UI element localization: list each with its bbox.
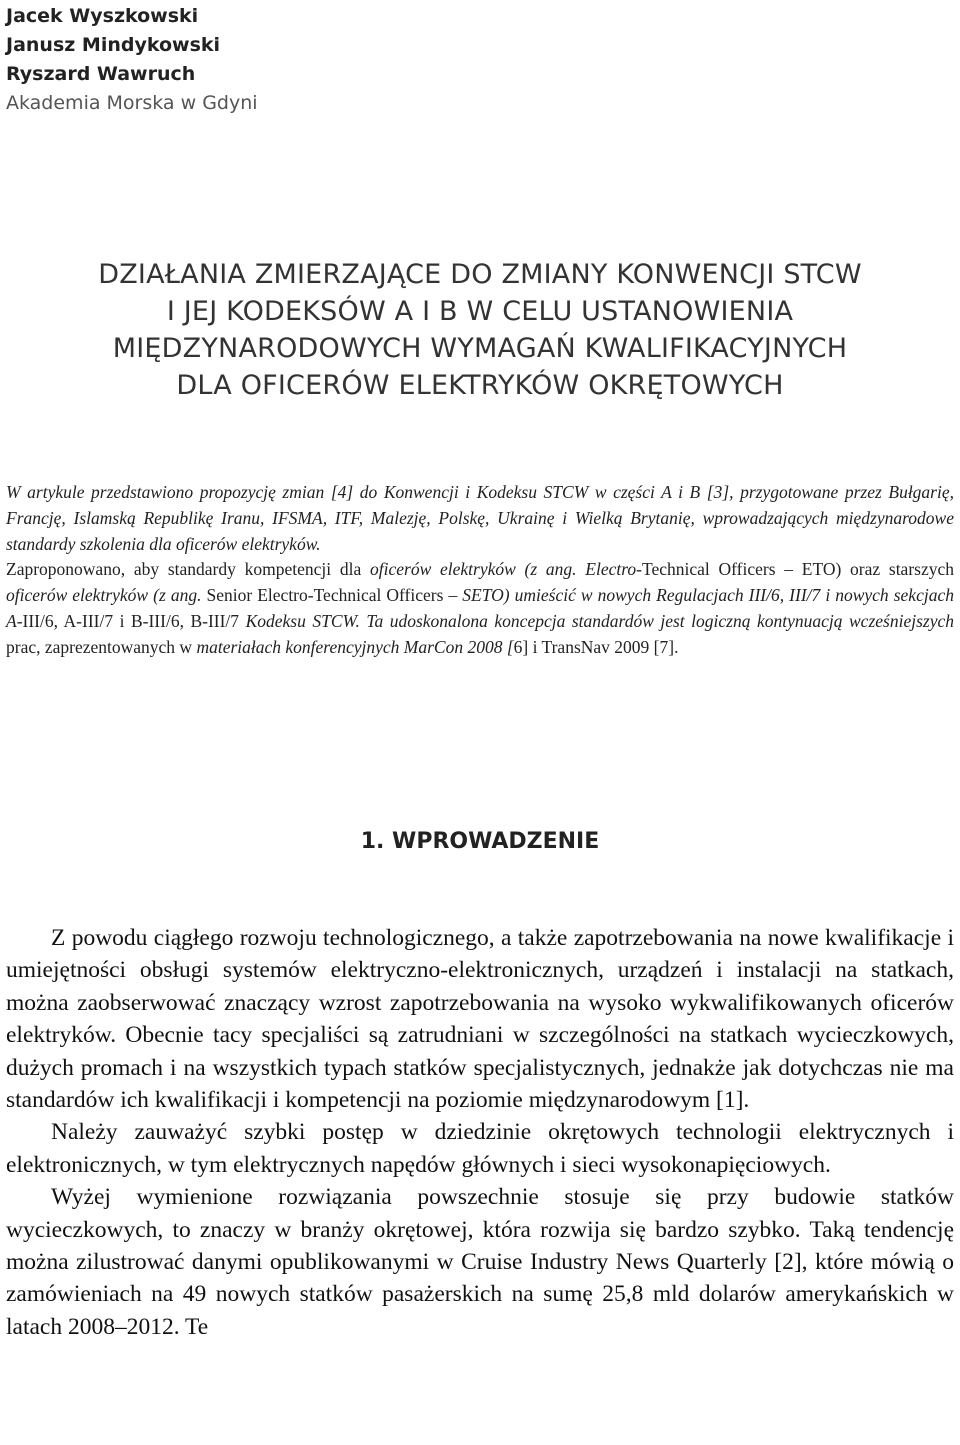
authors-block <box>6 2 258 118</box>
abstract-paragraph: W artykule przedstawiono propozycję zmian [4] do Konwencji i Kodeksu STCW w części A i B [3], przygotowane przez Bułgarię, Francję, Islamską Republikę Iranu, IFSMA, ITF, Malezję, Polskę, Ukrainę i Wielką Brytanię, wprowadzających międzynarodowe standardy szkolenia dla oficerów elektryków. <box>6 482 954 554</box>
abstract-text: 6] i TransNav 2009 [7]. <box>513 636 679 657</box>
body-text <box>6 922 954 1343</box>
abstract-text: oficerów elektryków (z ang. <box>6 585 207 606</box>
paper-title <box>0 256 960 404</box>
abstract-text: materiałach konferencyjnych MarCon 2008 [ <box>196 636 514 657</box>
body-paragraph: Z powodu ciągłego rozwoju technologicznego, a także zapotrzebowania na nowe kwalifikacje i umiejętności obsługi systemów elektryczno-elektronicznych, urządzeń i instalacji na statkach, można zaobserwować znaczący wzrost zapotrzebowania na wysoko wykwalifikowanych oficerów elektryków. Obecnie tacy specjaliści są zatrudniani w szczególności na statkach wycieczkowych, dużych promach i na wszystkich typach statków specjalistycznych, jednakże jak dotychczas nie ma standardów ich kwalifikacji i kompetencji na poziomie międzynarodowym [1]. <box>6 925 954 1114</box>
abstract-text: Senior Electro-Technical Officers – <box>206 585 463 606</box>
title-line: MIĘDZYNARODOWYCH WYMAGAŃ KWALIFIKACYJNYCH <box>112 333 848 364</box>
author-name: Janusz Mindykowski <box>6 34 221 56</box>
body-paragraph: Należy zauważyć szybki postęp w dziedzinie okrętowych technologii elektrycznych i elektronicznych, w tym elektrycznych napędów głównych i sieci wysokonapięciowych. <box>6 1119 954 1178</box>
abstract-text: oficerów elektryków (z ang. Electro- <box>370 559 642 580</box>
abstract-text: prac, zaprezentowanych w <box>6 636 197 657</box>
author-affiliation: Akademia Morska w Gdyni <box>6 92 258 114</box>
abstract-paragraph <box>6 557 954 660</box>
title-line: DLA OFICERÓW ELEKTRYKÓW OKRĘTOWYCH <box>176 370 784 401</box>
title-line: DZIAŁANIA ZMIERZAJĄCE DO ZMIANY KONWENCJI STCW <box>98 259 862 290</box>
abstract-text: III/6, A-III/7 i B-III/6, B-III/7 <box>22 610 246 631</box>
section-heading: 1. WPROWADZENIE <box>360 829 600 854</box>
abstract <box>6 480 954 661</box>
abstract-text: Technical Officers – ETO) oraz starszych <box>641 559 954 580</box>
body-paragraph: Wyżej wymienione rozwiązania powszechnie stosuje się przy budowie statków wycieczkowych, to znaczy w branży okrętowej, która rozwija się bardzo szybko. Taką tendencję można zilustrować danymi opublikowanymi w Cruise Industry News Quarterly [2], które mówią o zamówieniach na 49 nowych statków pasażerskich na sumę 25,8 mld dolarów amerykańskich w latach 2008–2012. Te <box>6 1184 954 1340</box>
author-name: Jacek Wyszkowski <box>6 5 199 27</box>
abstract-text: Kodeksu STCW. Ta udoskonalona koncepcja standardów jest logiczną kontynuacją wcześniejszych <box>245 610 954 631</box>
abstract-text: SETO) umieścić w nowych Regulacjach III/6, III/7 i nowych sekcjach A- <box>6 585 954 631</box>
title-line: I JEJ KODEKSÓW A I B W CELU USTANOWIENIA <box>166 296 794 327</box>
abstract-text: Zaproponowano, aby standardy kompetencji dla <box>6 559 370 580</box>
author-name: Ryszard Wawruch <box>6 63 196 85</box>
